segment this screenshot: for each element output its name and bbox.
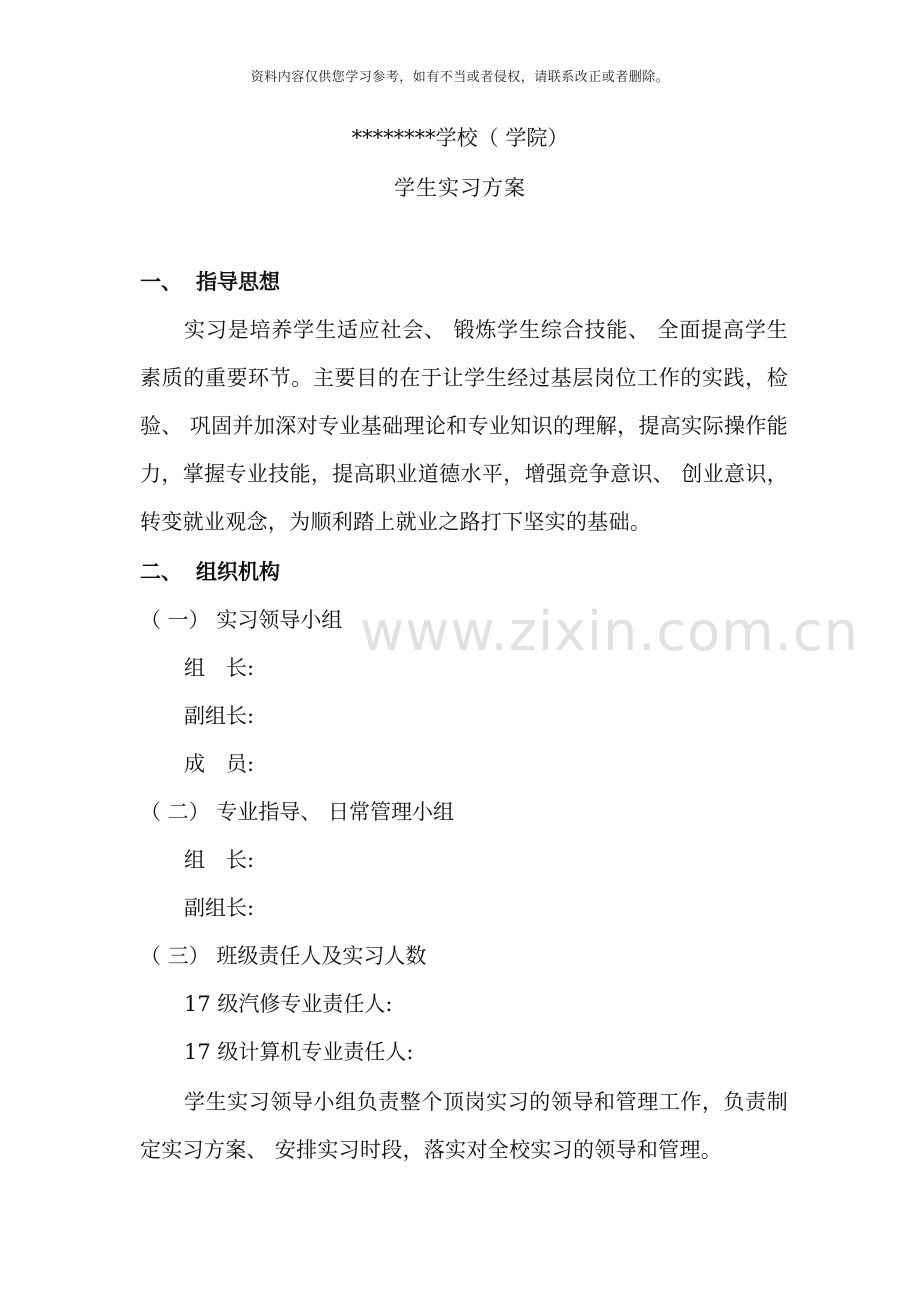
section-title: 指导思想 [196, 270, 280, 294]
group1-leader: 组 长: [184, 656, 255, 680]
closing-paragraph: 学生实习领导小组负责整个顶岗实习的领导和管理工作，负责制定实习方案、 安排实习时段，落实对全校实习的领导和管理。 [140, 1090, 788, 1162]
school-title: ********学校（ 学院） [351, 126, 569, 150]
section-title: 组织机构 [196, 560, 280, 584]
group1-deputy: 副组长: [184, 704, 255, 728]
group1-members: 成 员: [184, 752, 255, 776]
group2-leader: 组 长: [184, 848, 255, 872]
group3-auto-repair-responsible: 17 级汽修专业责任人: [184, 992, 393, 1016]
document-title: 学生实习方案 [394, 176, 526, 200]
section-number: 一、 [140, 270, 182, 294]
copyright-notice: 资料内容仅供您学习参考，如有不当或者侵权，请联系改正或者删除。 [250, 70, 670, 85]
group3-title: （ 三） 班级责任人及实习人数 [140, 944, 427, 968]
group2-title: （ 二） 专业指导、 日常管理小组 [140, 800, 455, 824]
group1-title: （ 一） 实习领导小组 [140, 608, 343, 632]
section-number: 二、 [140, 560, 182, 584]
group3-computer-responsible: 17 级计算机专业责任人: [184, 1040, 414, 1064]
section-heading-guiding-ideology [140, 266, 280, 296]
guiding-ideology-paragraph: 实习是培养学生适应社会、 锻炼学生综合技能、 全面提高学生素质的重要环节。主要目的在于让学生经过基层岗位工作的实践，检验、 巩固并加深对专业基础理论和专业知识的理解，提高实际操作能力，掌握专业技能，提高职业道德水平，增强竞争意识、 创业意识，转变就业观念，为顺利踏上就业之路打下坚实的基础。 [140, 318, 788, 534]
watermark: www.zixin.com.cn [360, 600, 859, 663]
section-heading-organization [140, 556, 280, 586]
group2-deputy: 副组长: [184, 896, 255, 920]
